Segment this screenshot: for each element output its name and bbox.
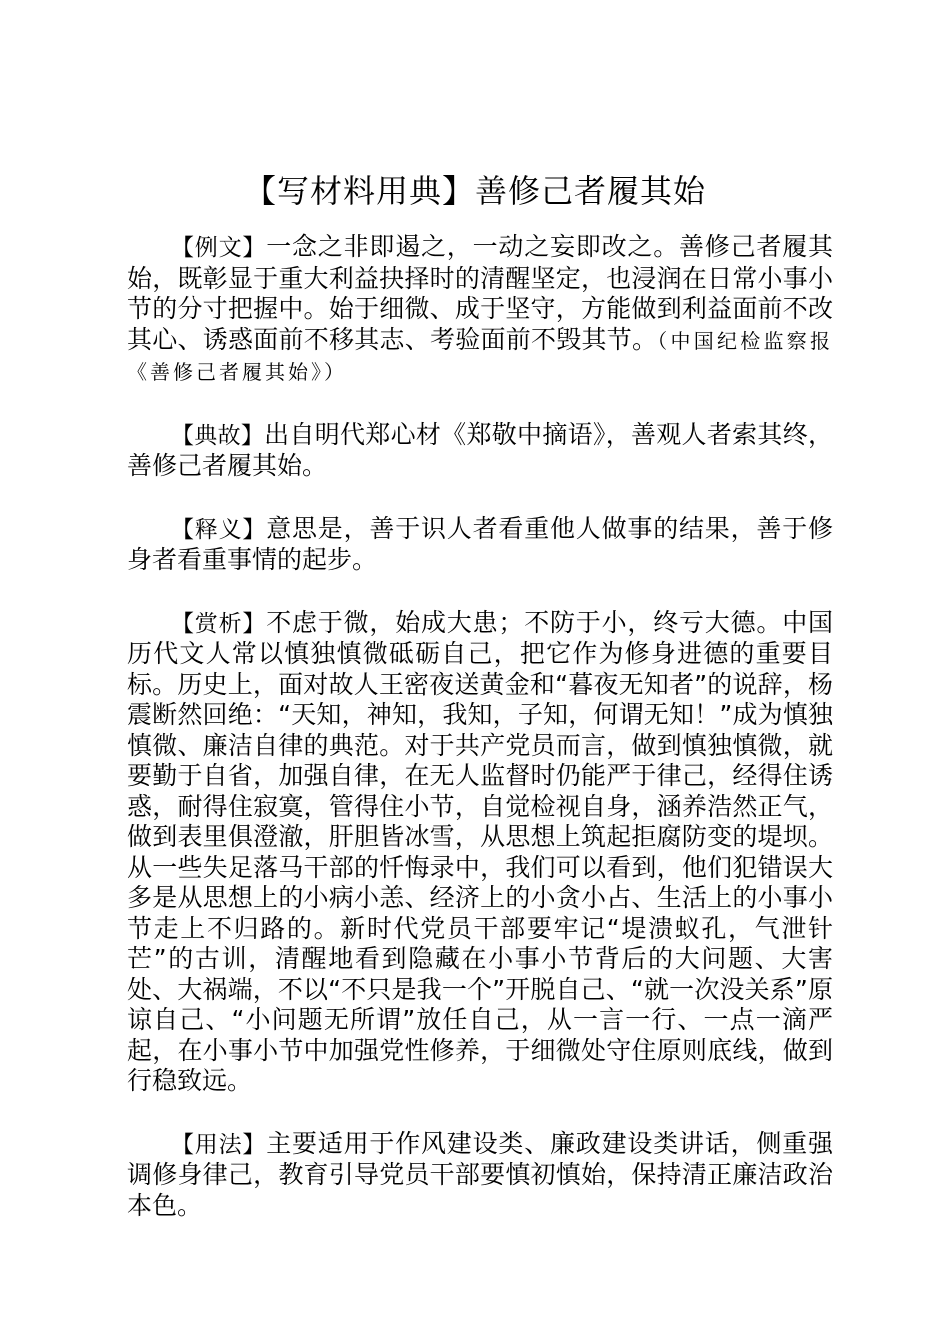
allusion-tag: 【典故】 [171,422,265,449]
section-example [127,232,833,388]
meaning-tag: 【释义】 [171,516,267,543]
section-allusion [127,420,833,482]
section-meaning [127,514,833,576]
appreciation-tag: 【赏析】 [171,610,267,637]
document-body [127,232,833,1253]
document-title: 【写材料用典】善修己者履其始 [243,172,706,210]
meaning-text: 意思是，善于识人者看重他人做事的结果，善于修身者看重事情的起步。 [127,513,833,574]
usage-tag: 【用法】 [171,1131,267,1158]
example-source: （中国纪检监察报《善修己者履其始》） [127,328,833,384]
usage-text: 主要适用于作风建设类、廉政建设类讲话，侧重强调修身律己，教育引导党员干部要慎初慎始，保持清正廉洁政治本色。 [127,1128,833,1220]
appreciation-text: 不虑于微，始成大患；不防于小，终亏大德。中国历代文人常以慎独慎微砥砺自己，把它作为修身进德的重要目标。历史上，面对故人王密夜送黄金和“暮夜无知者”的说辞，杨震断然回绝：“天知，神知，我知，子知，何谓无知！”成为慎独慎微、廉洁自律的典范。对于共产党员而言，做到慎独慎微，就要勤于自省，加强自律，在无人监督时仍能严于律己，经得住诱惑，耐得住寂寞，管得住小节，自觉检视自身，涵养浩然正气，做到表里俱澄澈，肝胆皆冰雪，从思想上筑起拒腐防变的堤坝。从一些失足落马干部的忏悔录中，我们可以看到，他们犯错误大多是从思想上的小病小恙、经济上的小贪小占、生活上的小事小节走上不归路的。新时代党员干部要牢记“堤溃蚁孔，气泄针芒”的古训，清醒地看到隐藏在小事小节背后的大问题、大害处、大祸端，不以“不只是我一个”开脱自己、“就一次没关系”原谅自己、“小问题无所谓”放任自己，从一言一行、一点一滴严起，在小事小节中加强党性修养，于细微处守住原则底线，做到行稳致远。 [127,607,833,1095]
example-text: 一念之非即遏之，一动之妄即改之。善修己者履其始，既彰显于重大利益抉择时的清醒坚定，也浸润在日常小事小节的分寸把握中。始于细微、成于坚守，方能做到利益面前不改其心、诱惑面前不移其志、考验面前不毁其节。 [127,232,833,354]
allusion-text: 出自明代郑心材《郑敬中摘语》，善观人者索其终，善修己者履其始。 [127,419,833,480]
example-tag: 【例文】 [171,235,267,261]
section-usage [127,1129,833,1222]
section-appreciation [127,608,833,1097]
